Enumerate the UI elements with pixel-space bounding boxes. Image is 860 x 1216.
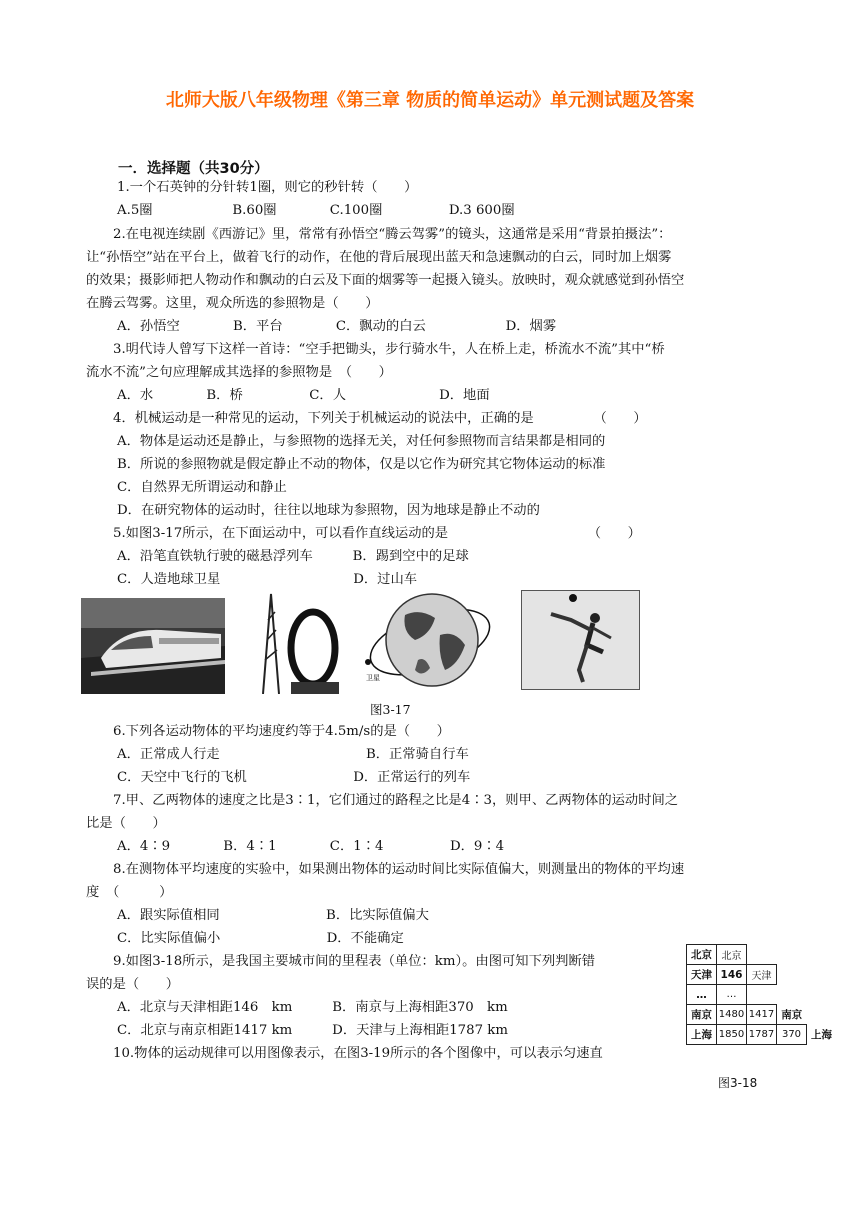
table-distance-cell: …	[717, 985, 747, 1005]
text-line: D．在研究物体的运动时，往往以地球为参照物，因为地球是静止不动的	[117, 503, 540, 518]
table-city-cell: …	[687, 985, 717, 1005]
text-line: 4．机械运动是一种常见的运动，下列关于机械运动的说法中，正确的是 （ ）	[113, 411, 647, 426]
text-line: A．4∶9 B．4∶1 C．1∶4 D．9∶4	[117, 839, 505, 854]
text-line: A．沿笔直铁轨行驶的磁悬浮列车 B．踢到空中的足球	[117, 549, 469, 564]
maglev-train-image	[81, 598, 225, 694]
roller-coaster-image	[251, 590, 341, 694]
text-line: A．正常成人行走 B．正常骑自行车	[117, 747, 469, 762]
table-empty-cell	[807, 985, 837, 1005]
table-empty-cell	[777, 965, 807, 985]
text-line: C．人造地球卫星 D．过山车	[117, 572, 418, 587]
table-empty-cell	[777, 985, 807, 1005]
text-line: 8.在测物体平均速度的实验中，如果测出物体的运动时间比实际值偏大，则测量出的物体的平均速	[113, 862, 685, 877]
text-line: 误的是（ ）	[86, 977, 180, 992]
text-line: 5.如图3-17所示，在下面运动中，可以看作直线运动的是 （ ）	[113, 526, 641, 541]
text-line: C．天空中飞行的飞机 D．正常运行的列车	[117, 770, 471, 785]
satellite-orbit-image	[360, 590, 497, 694]
figure-3-17-caption: 图3-17	[370, 702, 411, 717]
text-line: 2.在电视连续剧《西游记》里，常常有孙悟空“腾云驾雾”的镜头，这通常是采用“背景拍摄法”：	[113, 227, 672, 242]
text-line: 9.如图3-18所示，是我国主要城市间的里程表（单位：km）。由图可知下列判断错	[113, 954, 596, 969]
page-title: 北师大版八年级物理《第三章 物质的简单运动》单元测试题及答案	[165, 90, 695, 111]
table-empty-cell	[807, 965, 837, 985]
table-distance-cell: 天津	[747, 965, 777, 985]
text-line: A．孙悟空 B．平台 C．飘动的白云 D．烟雾	[117, 319, 557, 334]
table-city-cell: 上海	[687, 1025, 717, 1045]
table-distance-cell: 1417	[747, 1005, 777, 1025]
text-line: C．北京与南京相距1417 km D．天津与上海相距1787 km	[117, 1023, 508, 1038]
table-empty-cell	[747, 985, 777, 1005]
text-line: 让“孙悟空”站在平台上，做着飞行的动作，在他的背后展现出蓝天和急速飘动的白云，同时加上烟雾	[86, 250, 672, 265]
text-line: A．跟实际值相同 B．比实际值偏大	[117, 908, 429, 923]
text-line: 度 （ ）	[86, 885, 173, 900]
table-city-cell: 南京	[781, 1008, 803, 1021]
text-line: 7.甲、乙两物体的速度之比是3∶1，它们通过的路程之比是4∶3，则甲、乙两物体的运动时间之	[113, 793, 679, 808]
text-line: A．物体是运动还是静止，与参照物的选择无关，对任何参照物而言结果都是相同的	[117, 434, 606, 449]
section-heading: 一．选择题（共30分）	[118, 161, 269, 177]
city-distance-table	[686, 944, 837, 1045]
table-empty-cell	[807, 1005, 837, 1025]
table-distance-cell: 1850	[717, 1025, 747, 1045]
text-line: A．水 B．桥 C．人 D．地面	[117, 388, 490, 403]
table-distance-cell: 370	[777, 1025, 807, 1045]
text-line: C．比实际值偏小 D．不能确定	[117, 931, 404, 946]
text-line: 1.一个石英钟的分针转1圈，则它的秒针转（ ）	[117, 180, 418, 195]
text-line: C．自然界无所谓运动和静止	[117, 480, 287, 495]
table-empty-cell	[807, 945, 837, 965]
table-distance-cell: 1787	[747, 1025, 777, 1045]
text-line: A．北京与天津相距146 km B．南京与上海相距370 km	[117, 1000, 508, 1015]
satellite-label: 卫星	[366, 674, 380, 682]
soccer-kick-image	[521, 590, 640, 690]
table-city-cell: 南京	[687, 1005, 717, 1025]
text-line: B．所说的参照物就是假定静止不动的物体，仅是以它作为研究其它物体运动的标准	[117, 457, 606, 472]
figure-3-18-caption: 图3-18	[718, 1076, 758, 1090]
table-empty-cell	[747, 945, 777, 965]
text-line: 比是（ ）	[86, 816, 166, 831]
table-distance-cell: 北京	[717, 945, 747, 965]
text-line: 在腾云驾雾。这里，观众所选的参照物是（ ）	[86, 296, 379, 311]
text-line: 的效果；摄影师把人物动作和飘动的白云及下面的烟雾等一起摄入镜头。放映时，观众就感觉到孙悟空	[86, 273, 685, 288]
text-line: 10.物体的运动规律可以用图像表示，在图3-19所示的各个图像中，可以表示匀速直	[113, 1046, 603, 1061]
text-line: 3.明代诗人曾写下这样一首诗：“空手把锄头，步行骑水牛，人在桥上走，桥流水不流”其中“桥	[113, 342, 665, 357]
table-distance-cell: 1480	[717, 1005, 747, 1025]
table-city-cell: 146	[720, 968, 743, 981]
table-city-cell: 北京	[687, 945, 717, 965]
table-city-cell: 上海	[811, 1029, 832, 1041]
text-line: 流水不流”之句应理解成其选择的参照物是 （ ）	[86, 365, 392, 380]
text-line: 6.下列各运动物体的平均速度约等于4.5m/s的是（ ）	[113, 724, 450, 739]
text-line: A.5圈 B.60圈 C.100圈 D.3 600圈	[117, 203, 515, 218]
table-city-cell: 天津	[687, 965, 717, 985]
table-empty-cell	[777, 945, 807, 965]
